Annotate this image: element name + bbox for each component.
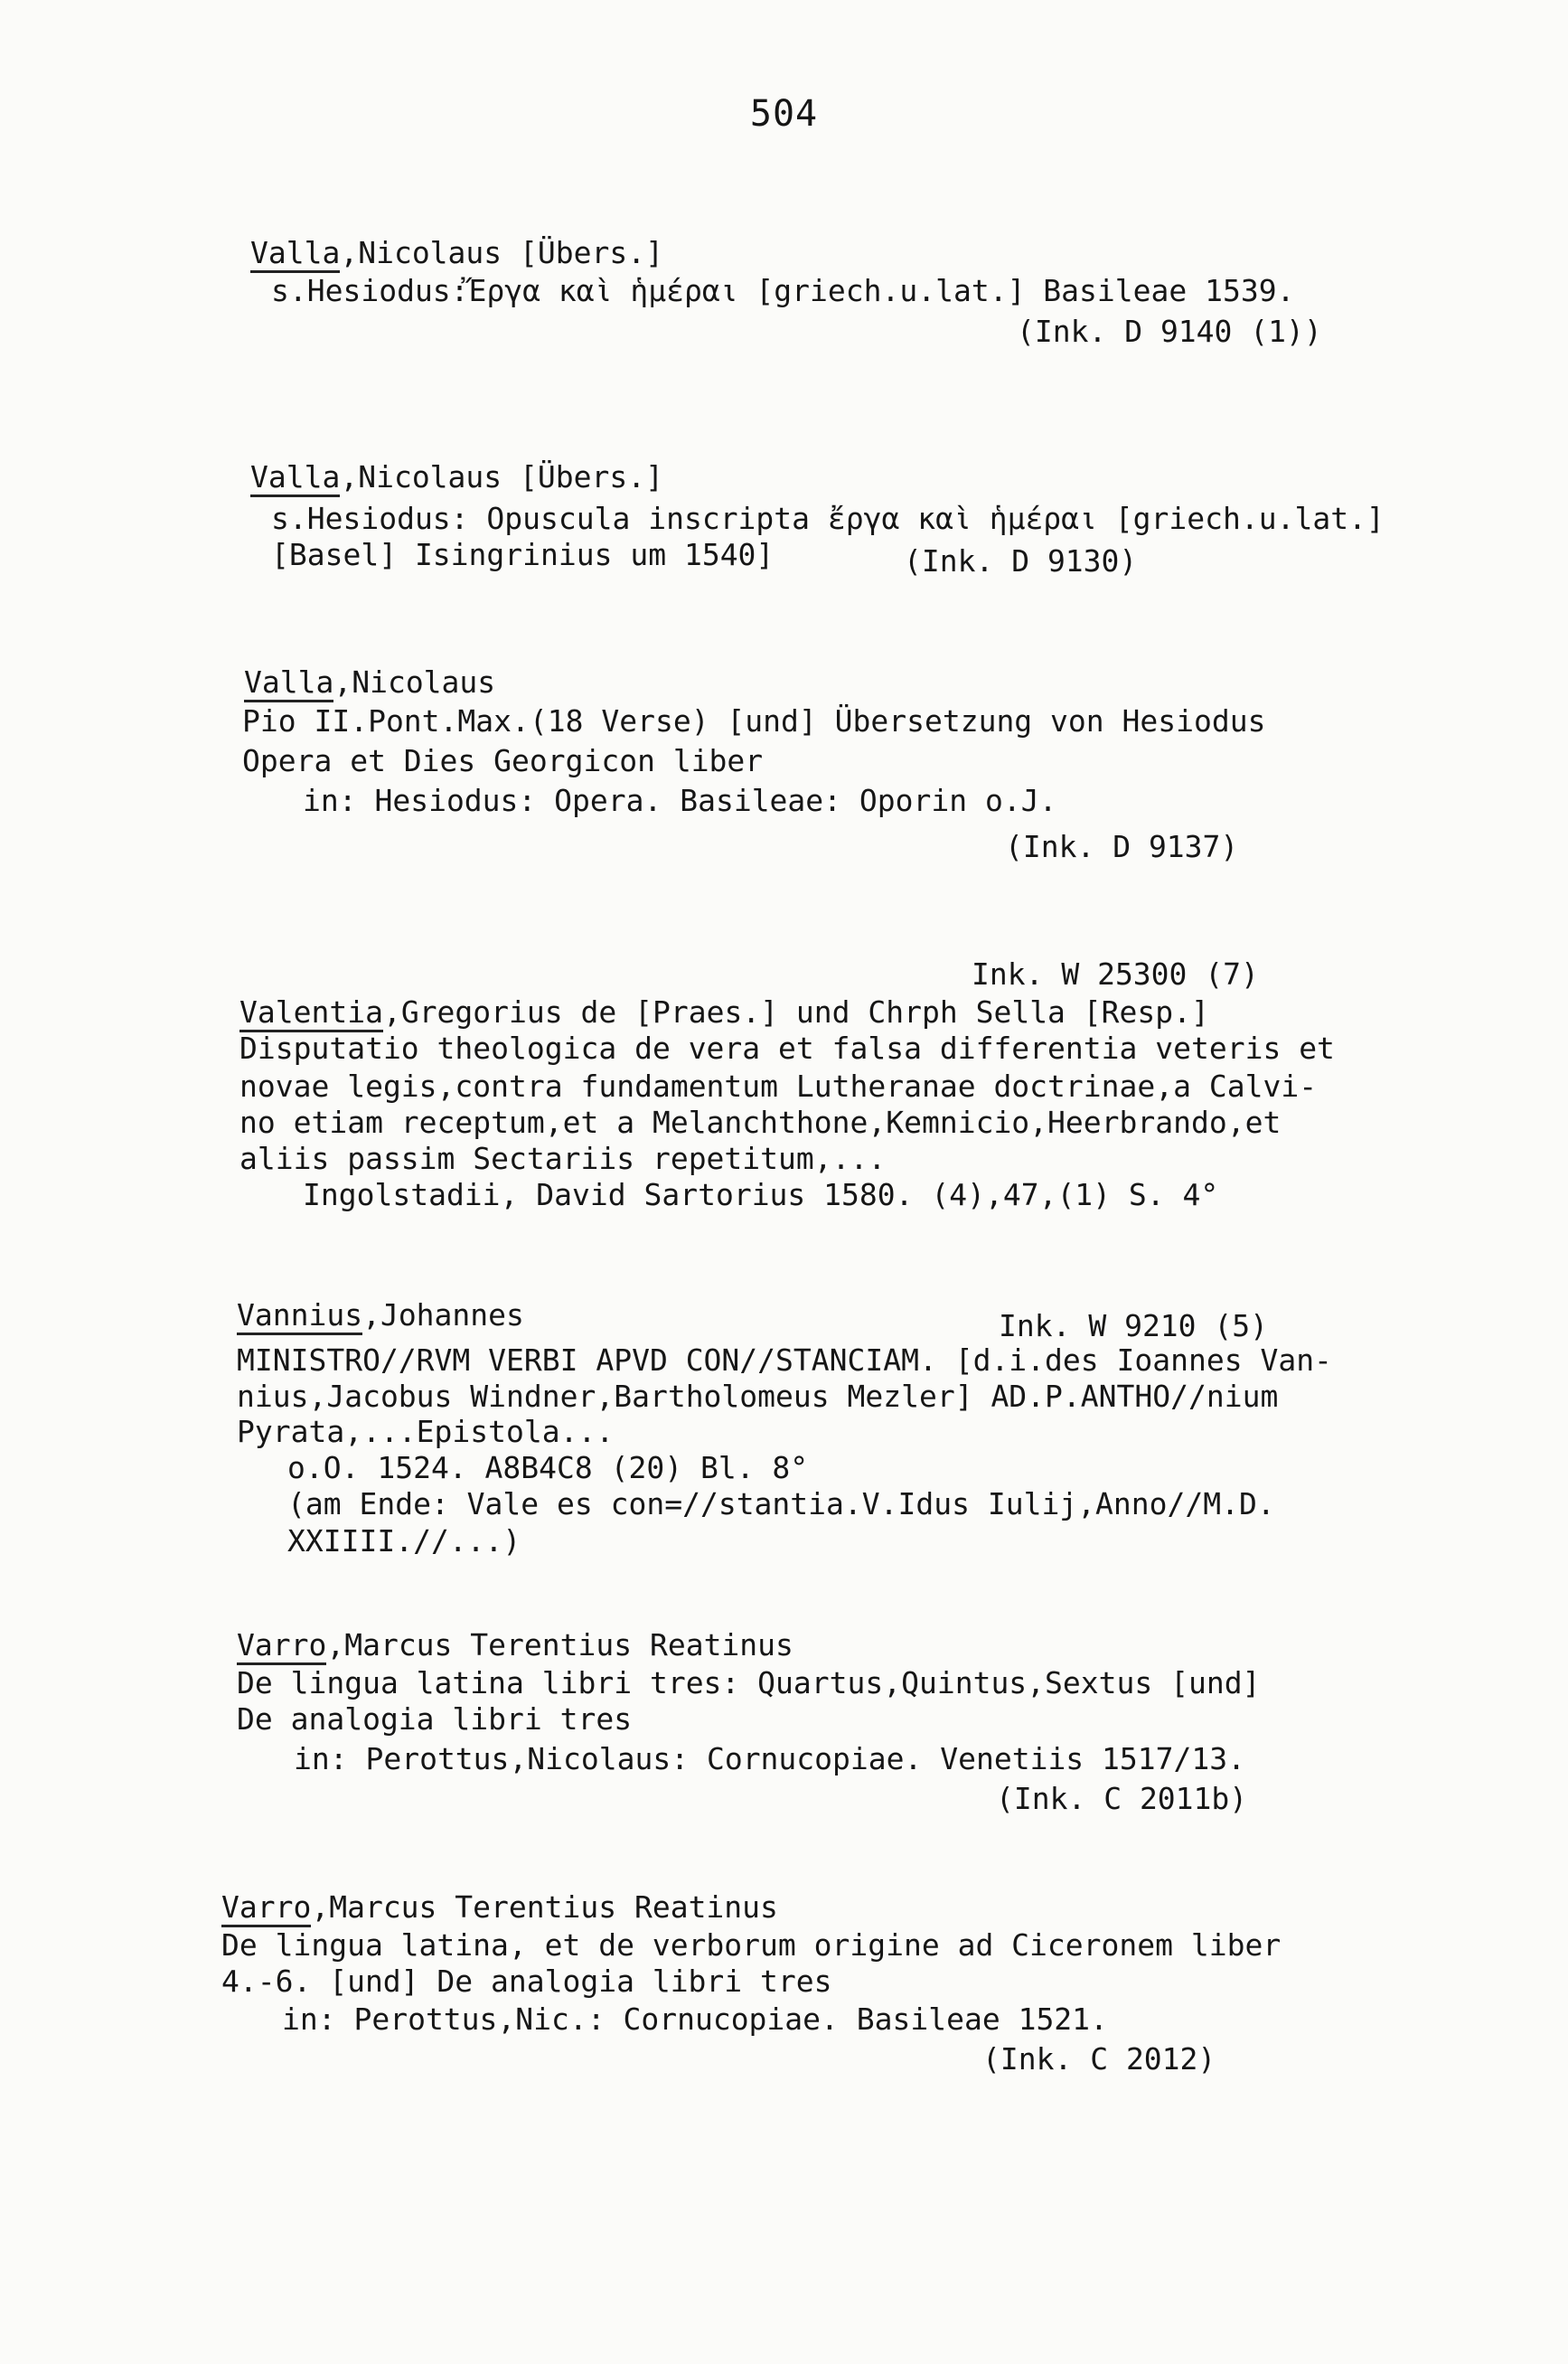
entry-name: Valentia bbox=[239, 994, 383, 1032]
entry-line: in: Hesiodus: Opera. Basileae: Oporin o.J. bbox=[303, 783, 1057, 818]
entry-heading bbox=[239, 994, 1209, 1031]
entry-line: XXIIII.//...) bbox=[287, 1523, 521, 1559]
entry-line: nius,Jacobus Windner,Bartholomeus Mezler] AD.P.ANTHO//nium bbox=[237, 1379, 1279, 1414]
entry-heading bbox=[250, 235, 663, 271]
entry-line: in: Perottus,Nicolaus: Cornucopiae. Venetiis 1517/13. bbox=[294, 1741, 1245, 1776]
entry-name: Valla bbox=[244, 664, 333, 702]
entry-heading bbox=[237, 1297, 524, 1333]
entry-heading-rest: ,Nicolaus [Übers.] bbox=[340, 459, 663, 494]
entry-line: Disputatio theologica de vera et falsa differentia veteris et bbox=[239, 1031, 1335, 1066]
entry-line: Pyrata,...Epistola... bbox=[237, 1414, 615, 1449]
entry-line: s.Hesiodus: Opuscula inscripta ἔργα καὶ ἡμέραι [griech.u.lat.] bbox=[271, 501, 1385, 536]
entry-shelfmark: (Ink. C 2011b) bbox=[996, 1781, 1248, 1816]
entry-heading-rest: ,Gregorius de [Praes.] und Chrph Sella [Resp.] bbox=[382, 994, 1209, 1030]
entry-shelfmark: Ink. W 9210 (5) bbox=[999, 1308, 1269, 1343]
entry-heading-rest: ,Johannes bbox=[362, 1297, 524, 1333]
entry-name: Valla bbox=[250, 235, 340, 273]
entry-shelfmark: (Ink. D 9130) bbox=[904, 543, 1138, 579]
entry-heading bbox=[244, 664, 495, 701]
entry-line: novae legis,contra fundamentum Lutheranae doctrinae,a Calvi- bbox=[239, 1069, 1318, 1104]
entry-heading bbox=[250, 459, 663, 495]
entry-line: Pio II.Pont.Max.(18 Verse) [und] Übersetzung von Hesiodus bbox=[242, 703, 1266, 739]
entry-line: 4.-6. [und] De analogia libri tres bbox=[221, 1964, 832, 1999]
entry-line: in: Perottus,Nic.: Cornucopiae. Basileae 1521. bbox=[282, 2001, 1108, 2037]
entry-line: no etiam receptum,et a Melanchthone,Kemnicio,Heerbrando,et bbox=[239, 1105, 1282, 1140]
entry-heading-rest: ,Marcus Terentius Reatinus bbox=[326, 1627, 793, 1662]
entry-line: De lingua latina, et de verborum origine ad Ciceronem liber bbox=[221, 1927, 1282, 1963]
entry-heading-rest: ,Nicolaus bbox=[333, 664, 496, 700]
entry-line: MINISTRO//RVM VERBI APVD CON//STANCIAM. [d.i.des Ioannes Van- bbox=[237, 1342, 1332, 1378]
entry-line: o.O. 1524. A8B4C8 (20) Bl. 8° bbox=[287, 1450, 809, 1485]
entry-name: Valla bbox=[250, 459, 340, 497]
entry-name: Varro bbox=[237, 1627, 326, 1665]
entry-line: De analogia libri tres bbox=[237, 1701, 633, 1737]
entry-line: De lingua latina libri tres: Quartus,Quintus,Sextus [und] bbox=[237, 1665, 1261, 1700]
page-number: 504 bbox=[749, 93, 819, 135]
entry-shelfmark: (Ink. C 2012) bbox=[982, 2041, 1216, 2077]
entry-line: (am Ende: Vale es con=//stantia.V.Idus Iulij,Anno//M.D. bbox=[287, 1486, 1275, 1521]
entry-name: Varro bbox=[221, 1889, 311, 1927]
entry-heading-rest: ,Nicolaus [Übers.] bbox=[340, 235, 663, 270]
entry-shelfmark: (Ink. D 9140 (1)) bbox=[1017, 314, 1322, 349]
entry-heading bbox=[221, 1889, 778, 1926]
entry-heading-rest: ,Marcus Terentius Reatinus bbox=[311, 1889, 778, 1925]
entry-heading bbox=[237, 1627, 793, 1663]
entry-name: Vannius bbox=[237, 1297, 362, 1335]
entry-shelfmark: (Ink. D 9137) bbox=[1005, 829, 1239, 864]
entry-line: Ingolstadii, David Sartorius 1580. (4),47,(1) S. 4° bbox=[303, 1177, 1219, 1212]
entry-line: aliis passim Sectariis repetitum,... bbox=[239, 1141, 887, 1176]
entry-line: [Basel] Isingrinius um 1540] bbox=[271, 537, 775, 572]
entry-line: Opera et Dies Georgicon liber bbox=[242, 743, 764, 778]
entry-line: s.Hesiodus:Ἔργα καὶ ἡμέραι [griech.u.lat.] Basileae 1539. bbox=[271, 273, 1295, 308]
entry-shelfmark: Ink. W 25300 (7) bbox=[972, 956, 1259, 992]
